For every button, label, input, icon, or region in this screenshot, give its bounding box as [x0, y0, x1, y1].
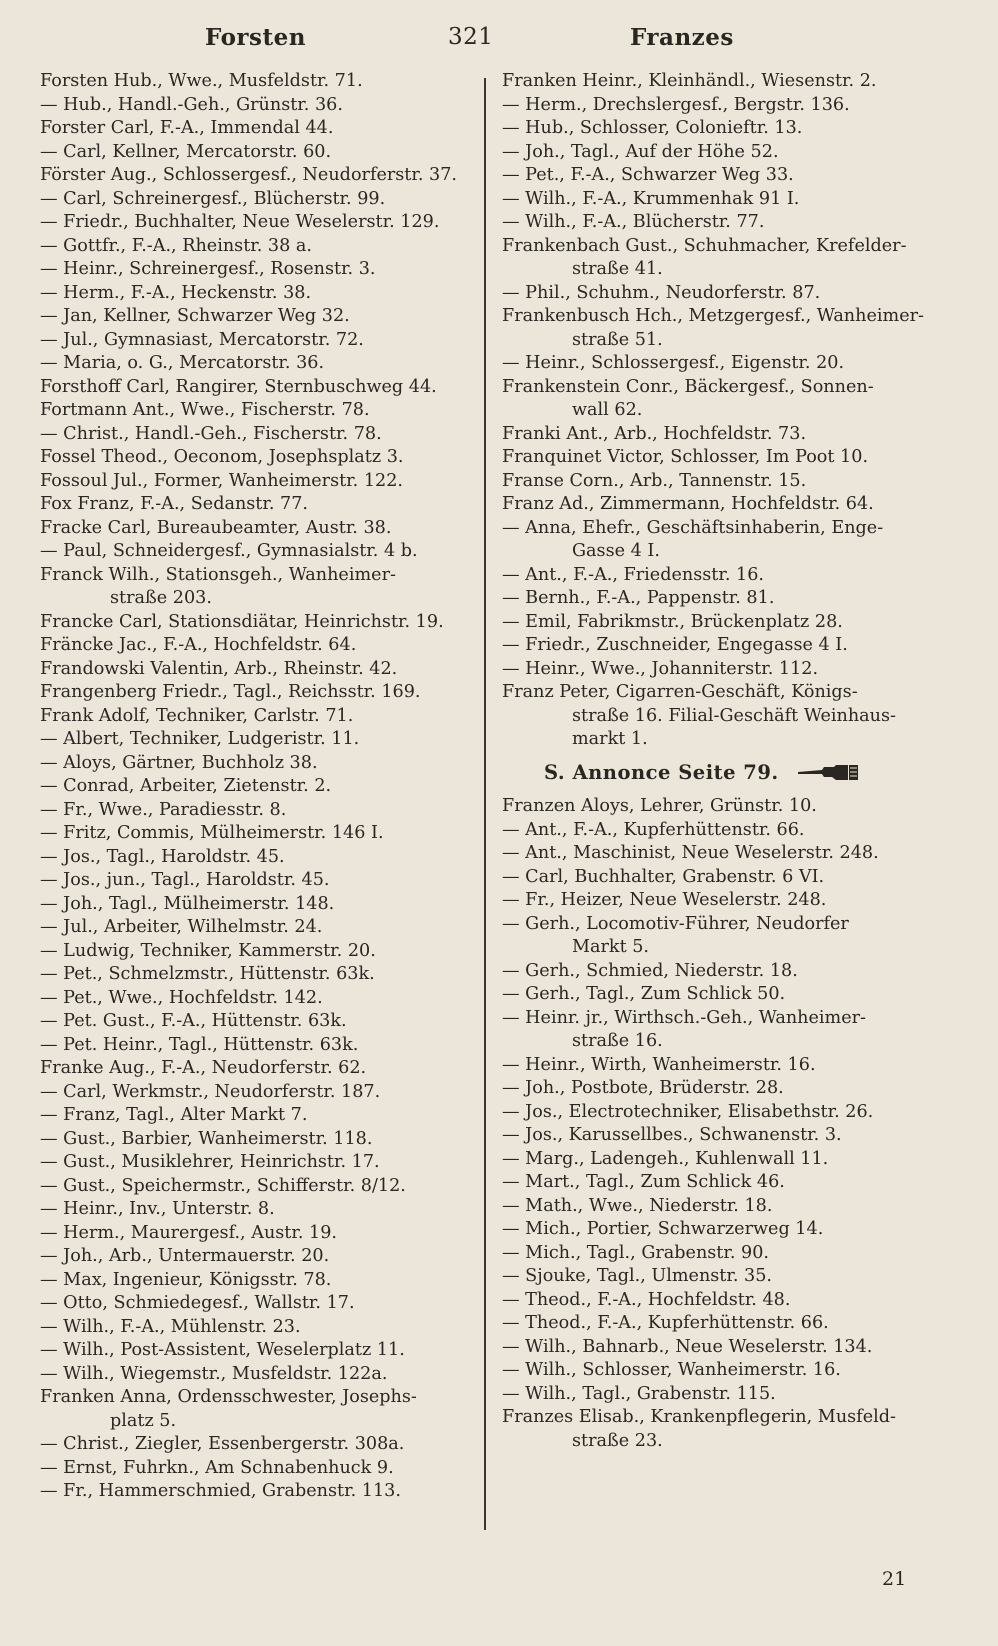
directory-entry: — Wilh., F.-A., Krummenhak 91 I. [502, 188, 800, 209]
directory-entry: Franke Aug., F.-A., Neudorferstr. 62. [40, 1058, 367, 1078]
directory-entry: — Fr., Wwe., Paradiesstr. 8. [40, 799, 287, 820]
directory-entry: — Aloys, Gärtner, Buchholz 38. [40, 752, 318, 773]
directory-entry: — Fritz, Commis, Mülheimerstr. 146 I. [40, 823, 384, 843]
directory-entry: Fossoul Jul., Former, Wanheimerstr. 122. [40, 470, 404, 491]
directory-entry: Frank Adolf, Techniker, Carlstr. 71. [40, 705, 354, 726]
directory-entry-continuation: Gasse 4 I. [572, 541, 660, 561]
directory-entry: — Gust., Speichermstr., Schifferstr. 8/12. [40, 1175, 406, 1196]
directory-entry: Frankenbusch Hch., Metzgergesf., Wanheimer- [502, 306, 924, 326]
directory-entry-continuation: straße 16. [572, 1031, 663, 1051]
directory-entry: Franzes Elisab., Krankenpflegerin, Musfeld- [502, 1407, 896, 1427]
directory-entry: — Christ., Ziegler, Essenbergerstr. 308a. [40, 1434, 405, 1454]
directory-entry: — Ludwig, Techniker, Kammerstr. 20. [40, 940, 376, 961]
directory-entry: — Franz, Tagl., Alter Markt 7. [40, 1105, 308, 1125]
directory-entry: Frankenbach Gust., Schuhmacher, Krefelder- [502, 235, 907, 256]
directory-entry: Franken Heinr., Kleinhändl., Wiesenstr. 2. [502, 71, 877, 91]
directory-entry: Franse Corn., Arb., Tannenstr. 15. [502, 470, 807, 491]
directory-entry: — Mich., Tagl., Grabenstr. 90. [502, 1242, 770, 1263]
directory-entry: — Heinr., Wirth, Wanheimerstr. 16. [502, 1054, 816, 1075]
directory-entry: — Joh., Tagl., Mülheimerstr. 148. [40, 893, 335, 914]
directory-entry: Förster Aug., Schlossergesf., Neudorferstr. 37. [40, 165, 458, 185]
directory-entry: Franz Peter, Cigarren-Geschäft, Königs- [502, 682, 858, 702]
directory-entry: — Phil., Schuhm., Neudorferstr. 87. [502, 282, 821, 303]
directory-entry: — Sjouke, Tagl., Ulmenstr. 35. [502, 1266, 773, 1286]
directory-entry: — Herm., Maurergesf., Austr. 19. [40, 1222, 338, 1243]
directory-entry: — Gerh., Schmied, Niederstr. 18. [502, 960, 798, 981]
running-head-left: Forsten [205, 24, 306, 51]
directory-entry: Fracke Carl, Bureaubeamter, Austr. 38. [40, 517, 392, 538]
column-divider [484, 78, 486, 1530]
directory-entry-continuation: straße 41. [572, 259, 663, 279]
directory-entry: — Gerh., Tagl., Zum Schlick 50. [502, 984, 786, 1004]
directory-entry: — Heinr., Wwe., Johanniterstr. 112. [502, 658, 819, 679]
right-column [502, 70, 934, 1453]
directory-entry: — Carl, Werkmstr., Neudorferstr. 187. [40, 1081, 381, 1102]
sheet-signature: 21 [882, 1568, 907, 1590]
directory-entry: Forsten Hub., Wwe., Musfeldstr. 71. [40, 71, 363, 91]
directory-entry: — Ant., Maschinist, Neue Weselerstr. 248. [502, 843, 879, 863]
directory-entry: Forster Carl, F.-A., Immendal 44. [40, 118, 334, 138]
directory-entry: — Mich., Portier, Schwarzerweg 14. [502, 1219, 824, 1239]
directory-entry: Fräncke Jac., F.-A., Hochfeldstr. 64. [40, 635, 357, 655]
directory-entry: — Hub., Schlosser, Colonieftr. 13. [502, 118, 803, 138]
annonce-note [544, 761, 934, 785]
directory-entry: — Pet., Wwe., Hochfeldstr. 142. [40, 987, 323, 1008]
directory-entry: — Carl, Schreinergesf., Blücherstr. 99. [40, 188, 386, 209]
directory-entry: Frankenstein Conr., Bäckergesf., Sonnen- [502, 376, 874, 397]
directory-entry: — Maria, o. G., Mercatorstr. 36. [40, 353, 325, 373]
directory-entry: Franz Ad., Zimmermann, Hochfeldstr. 64. [502, 494, 874, 514]
directory-entry: — Otto, Schmiedegesf., Wallstr. 17. [40, 1293, 355, 1313]
directory-entry-continuation: straße 16. Filial-Geschäft Weinhaus- [572, 705, 896, 726]
directory-entry: — Friedr., Zuschneider, Engegasse 4 I. [502, 635, 848, 655]
directory-entry: Fox Franz, F.-A., Sedanstr. 77. [40, 494, 309, 514]
annonce-text: S. Annonce Seite 79. [544, 760, 779, 784]
directory-entry: — Mart., Tagl., Zum Schlick 46. [502, 1172, 785, 1192]
directory-entry: — Heinr., Schlossergesf., Eigenstr. 20. [502, 353, 845, 373]
directory-entry: — Paul, Schneidergesf., Gymnasialstr. 4 b. [40, 541, 418, 561]
directory-entry: — Herm., F.-A., Heckenstr. 38. [40, 282, 312, 303]
directory-entry: Forsthoff Carl, Rangirer, Sternbuschweg 44. [40, 376, 437, 397]
directory-entry: — Gust., Musiklehrer, Heinrichstr. 17. [40, 1152, 380, 1172]
directory-entry: Franken Anna, Ordensschwester, Josephs- [40, 1387, 417, 1407]
directory-entry: — Christ., Handl.-Geh., Fischerstr. 78. [40, 423, 382, 444]
directory-entry: — Fr., Heizer, Neue Weselerstr. 248. [502, 890, 827, 910]
directory-entry: — Wilh., F.-A., Blücherstr. 77. [502, 212, 765, 232]
directory-entry: — Ernst, Fuhrkn., Am Schnabenhuck 9. [40, 1457, 394, 1478]
directory-entry: — Friedr., Buchhalter, Neue Weselerstr. 129. [40, 212, 440, 232]
directory-entry: — Marg., Ladengeh., Kuhlenwall 11. [502, 1148, 829, 1169]
directory-entry-continuation: straße 51. [572, 329, 663, 350]
directory-entry: — Heinr., Schreinergesf., Rosenstr. 3. [40, 259, 376, 279]
directory-entry-continuation: markt 1. [572, 729, 648, 749]
directory-entry: — Wilh., Schlosser, Wanheimerstr. 16. [502, 1360, 841, 1380]
directory-entry: — Joh., Arb., Untermauerstr. 20. [40, 1246, 330, 1266]
directory-entry-continuation: Markt 5. [572, 937, 650, 957]
directory-entry: — Theod., F.-A., Kupferhüttenstr. 66. [502, 1313, 829, 1333]
directory-entry: — Pet. Gust., F.-A., Hüttenstr. 63k. [40, 1011, 347, 1031]
directory-entry: — Emil, Fabrikmstr., Brückenplatz 28. [502, 611, 843, 632]
directory-entry: — Theod., F.-A., Hochfeldstr. 48. [502, 1289, 791, 1310]
directory-entry: — Gerh., Locomotiv-Führer, Neudorfer [502, 913, 849, 934]
directory-entry: — Wilh., Post-Assistent, Weselerplatz 11. [40, 1340, 405, 1360]
directory-entry: Frangenberg Friedr., Tagl., Reichsstr. 169. [40, 682, 421, 702]
directory-entry: — Wilh., Bahnarb., Neue Weselerstr. 134. [502, 1336, 873, 1357]
directory-entry: — Jos., jun., Tagl., Haroldstr. 45. [40, 870, 330, 890]
directory-entry: — Carl, Buchhalter, Grabenstr. 6 VI. [502, 866, 825, 887]
directory-entry: Fossel Theod., Oeconom, Josephsplatz 3. [40, 447, 404, 467]
page-number: 321 [448, 24, 494, 50]
directory-entry: — Hub., Handl.-Geh., Grünstr. 36. [40, 94, 343, 115]
directory-entry: — Anna, Ehefr., Geschäftsinhaberin, Enge- [502, 517, 884, 538]
directory-entry: Francke Carl, Stationsdiätar, Heinrichstr. 19. [40, 611, 444, 632]
directory-entry: — Heinr. jr., Wirthsch.-Geh., Wanheimer- [502, 1007, 867, 1028]
directory-entry: — Jos., Electrotechniker, Elisabethstr. 26. [502, 1101, 874, 1122]
directory-entry: — Jos., Tagl., Haroldstr. 45. [40, 846, 285, 867]
directory-entry: — Joh., Tagl., Auf der Höhe 52. [502, 141, 779, 162]
directory-entry: — Jos., Karussellbes., Schwanenstr. 3. [502, 1125, 842, 1145]
directory-entry: — Wilh., Tagl., Grabenstr. 115. [502, 1383, 776, 1404]
directory-entry: — Joh., Postbote, Brüderstr. 28. [502, 1078, 784, 1098]
directory-entry: Frandowski Valentin, Arb., Rheinstr. 42. [40, 658, 398, 679]
right-column-entries-b [502, 795, 934, 1453]
directory-entry: — Ant., F.-A., Friedensstr. 16. [502, 564, 764, 585]
directory-entry: — Wilh., Wiegemstr., Musfeldstr. 122a. [40, 1363, 388, 1384]
directory-entry-continuation: wall 62. [572, 400, 643, 420]
directory-entry: — Jul., Gymnasiast, Mercatorstr. 72. [40, 329, 364, 350]
directory-entry: — Gottfr., F.-A., Rheinstr. 38 a. [40, 235, 312, 256]
directory-entry: — Max, Ingenieur, Königsstr. 78. [40, 1269, 332, 1290]
directory-entry: — Pet., F.-A., Schwarzer Weg 33. [502, 165, 794, 185]
directory-entry: — Pet. Heinr., Tagl., Hüttenstr. 63k. [40, 1034, 359, 1055]
directory-entry: — Herm., Drechslergesf., Bergstr. 136. [502, 94, 850, 115]
directory-entry: — Conrad, Arbeiter, Zietenstr. 2. [40, 776, 332, 796]
directory-entry: — Jul., Arbeiter, Wilhelmstr. 24. [40, 917, 323, 937]
directory-entry: — Heinr., Inv., Unterstr. 8. [40, 1199, 275, 1219]
running-head-right: Franzes [630, 24, 734, 51]
directory-entry: — Ant., F.-A., Kupferhüttenstr. 66. [502, 819, 805, 840]
directory-entry: — Carl, Kellner, Mercatorstr. 60. [40, 141, 332, 162]
directory-entry: — Albert, Techniker, Ludgeristr. 11. [40, 729, 360, 749]
pointing-hand-icon [796, 764, 860, 781]
directory-entry: — Fr., Hammerschmied, Grabenstr. 113. [40, 1481, 401, 1501]
directory-entry: — Jan, Kellner, Schwarzer Weg 32. [40, 306, 350, 326]
directory-entry: — Pet., Schmelzmstr., Hüttenstr. 63k. [40, 964, 375, 984]
directory-entry: — Bernh., F.-A., Pappenstr. 81. [502, 588, 775, 608]
directory-entry: Franck Wilh., Stationsgeh., Wanheimer- [40, 564, 396, 585]
directory-entry: Franzen Aloys, Lehrer, Grünstr. 10. [502, 796, 817, 816]
directory-entry: Fortmann Ant., Wwe., Fischerstr. 78. [40, 400, 370, 420]
directory-entry-continuation: straße 203. [110, 588, 212, 608]
directory-entry-continuation: platz 5. [110, 1410, 177, 1431]
directory-entry: Franquinet Victor, Schlosser, Im Poot 10. [502, 447, 869, 467]
right-column-entries-a [502, 70, 934, 752]
directory-entry: — Wilh., F.-A., Mühlenstr. 23. [40, 1316, 301, 1337]
directory-entry: — Gust., Barbier, Wanheimerstr. 118. [40, 1128, 373, 1149]
left-column [40, 70, 466, 1504]
directory-entry: — Math., Wwe., Niederstr. 18. [502, 1195, 773, 1216]
directory-entry: Franki Ant., Arb., Hochfeldstr. 73. [502, 423, 807, 444]
directory-entry-continuation: straße 23. [572, 1430, 663, 1451]
